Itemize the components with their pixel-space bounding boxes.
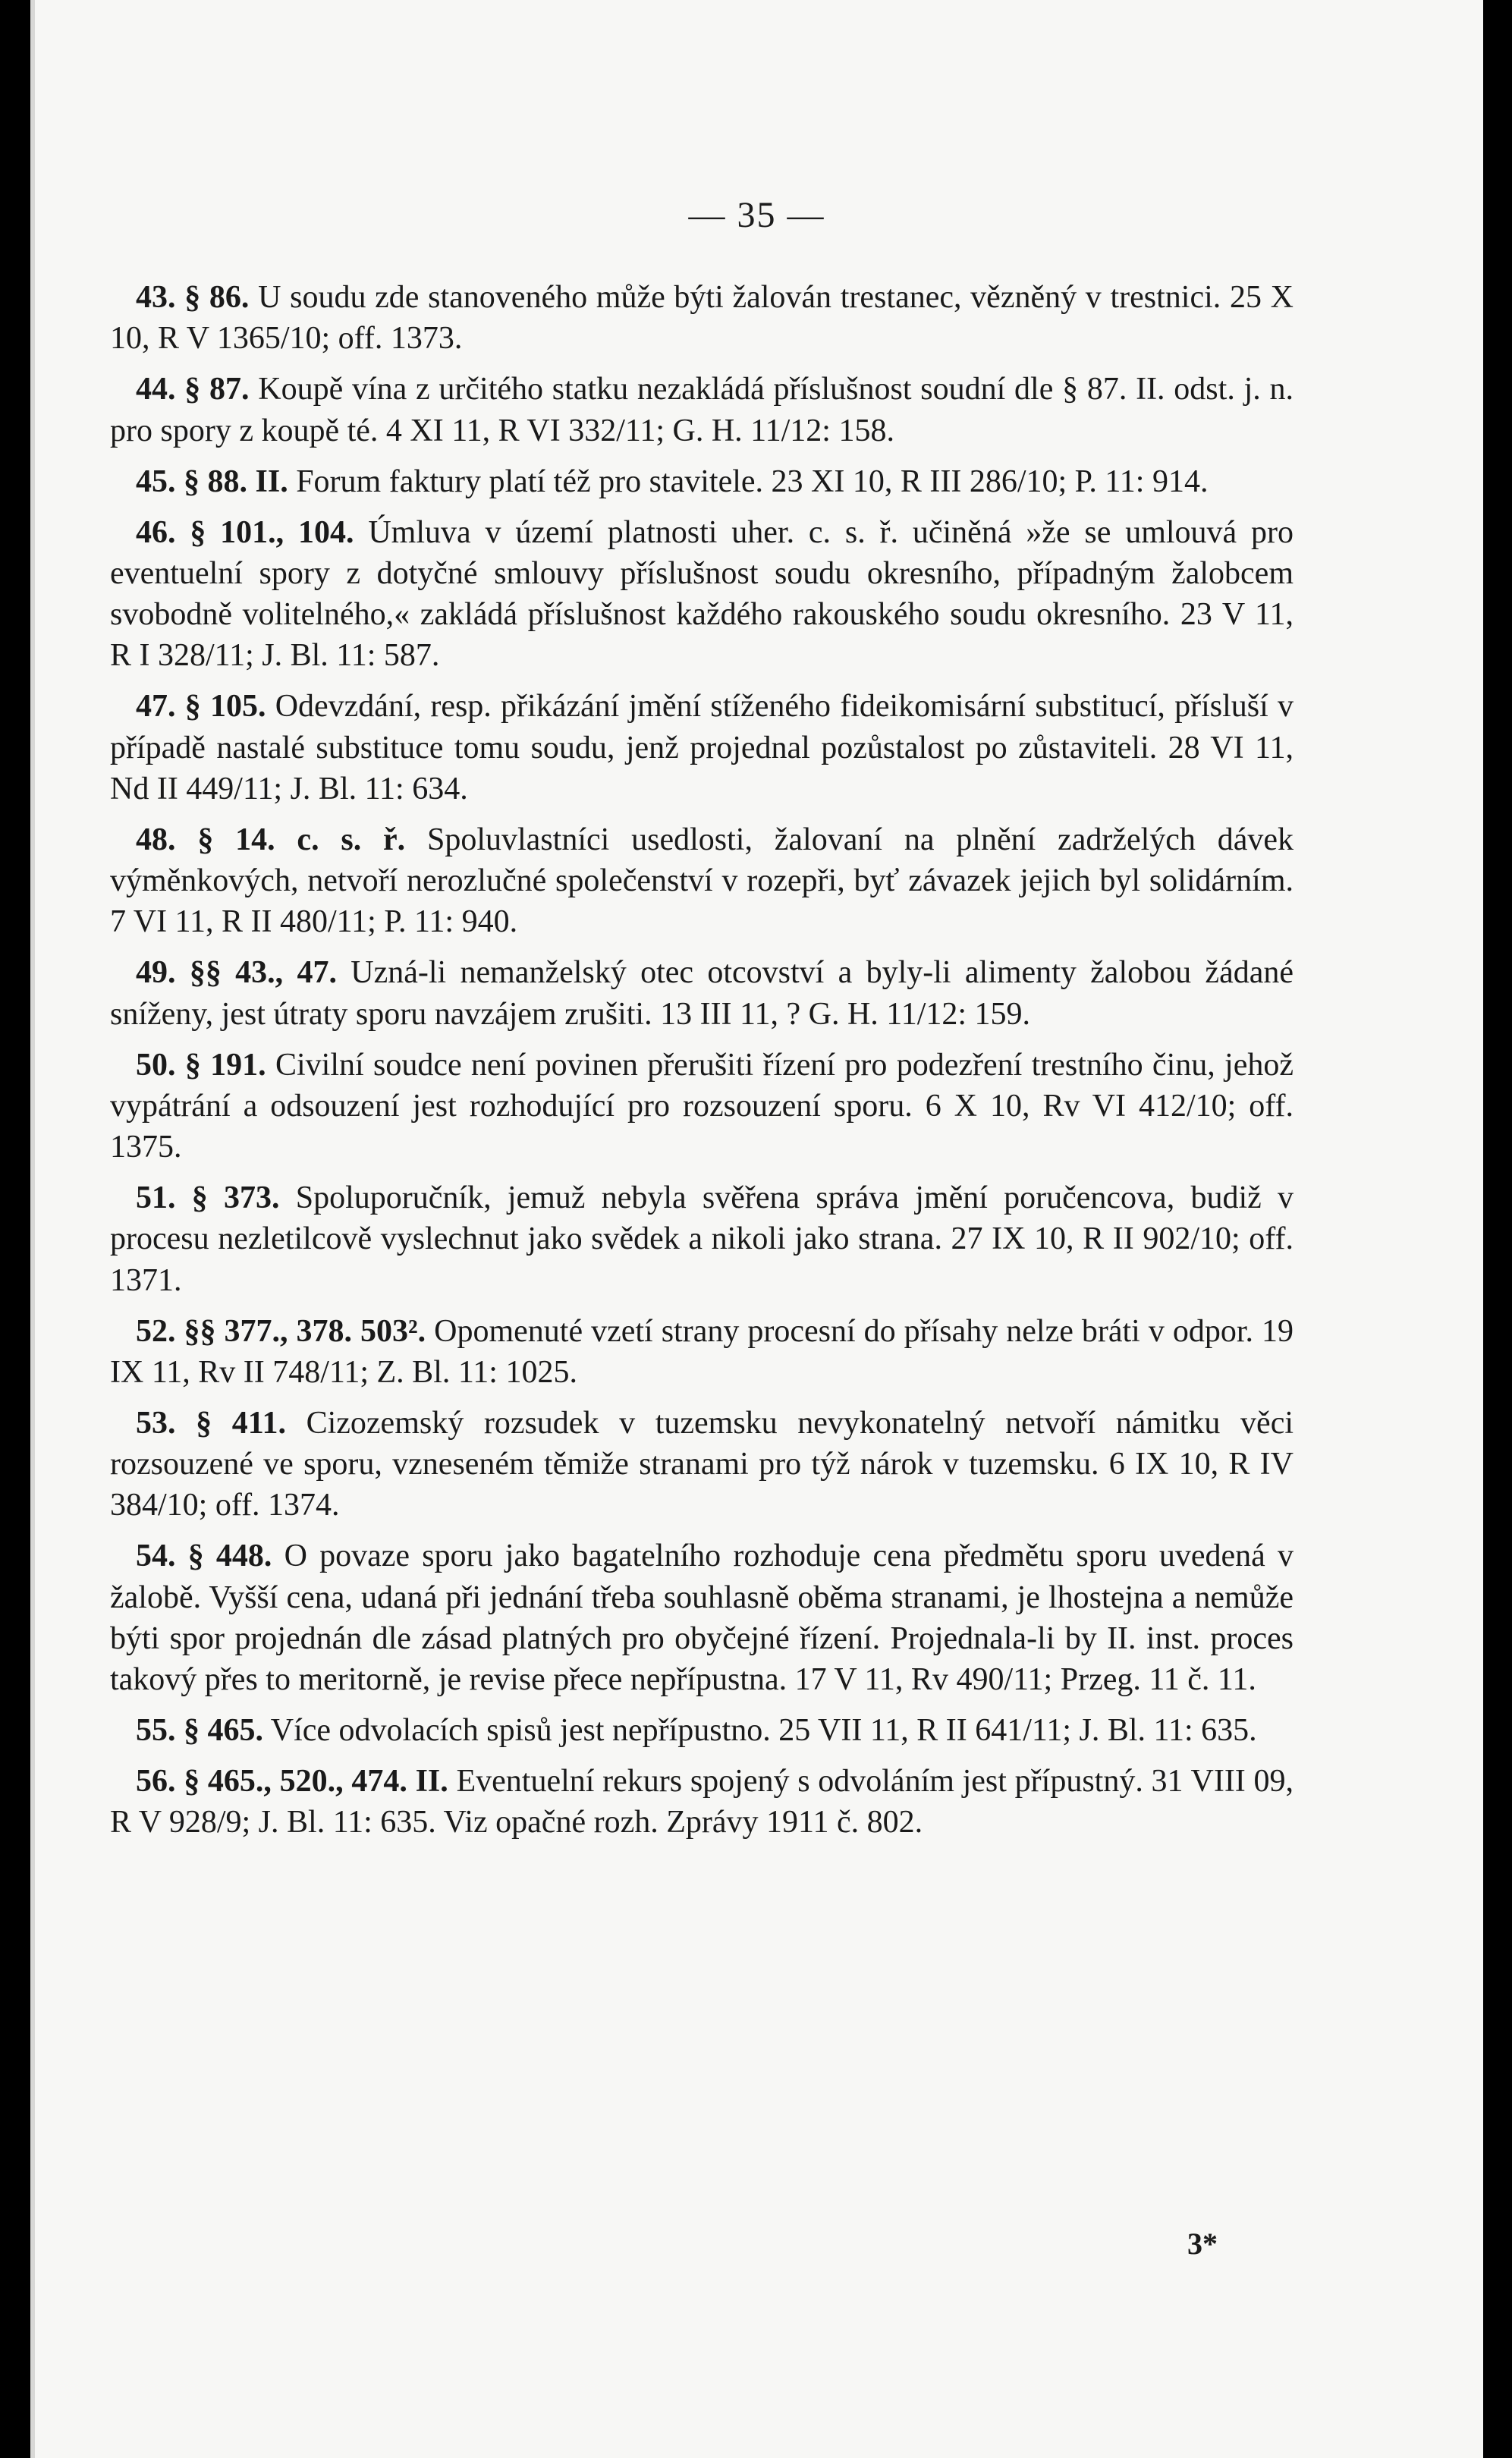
entry-text: Úmluva v území platnosti uher. c. s. ř. učiněná »že se umlouvá pro eventuelní spory z dotyčné smlouvy příslušnost soudu okresního, případným žalobcem svobodně volitelného,« zakládá příslušnost každého rakouského soudu okresního. 23 V 11, R I 328/11; J. Bl. 11: 587. bbox=[110, 514, 1294, 674]
entry-number: 48. bbox=[136, 822, 176, 857]
entry-reference: § 465. bbox=[184, 1713, 263, 1749]
entry-reference: § 87. bbox=[184, 372, 250, 407]
entry-reference: § 86. bbox=[184, 280, 250, 315]
entry-text: U soudu zde stanoveného může býti žalován trestanec, vězněný v trestnici. 25 X 10, R V 1365/10; off. 1373. bbox=[110, 280, 1294, 357]
entry-text: Cizozemský rozsudek v tuzemsku nevykonatelný netvoří námitku věci rozsouzené ve sporu, vzneseném těmiže stranami pro týž nárok v tuzemsku. 6 IX 10, R IV 384/10; off. 1374. bbox=[110, 1405, 1294, 1523]
page-content bbox=[110, 277, 1294, 1853]
page-number: — 35 — bbox=[688, 195, 825, 235]
entry-number: 50. bbox=[136, 1047, 176, 1083]
book-page bbox=[30, 0, 1483, 2458]
entry-text: Koupě vína z určitého statku nezakládá příslušnost soudní dle § 87. II. odst. j. n. pro spory z koupě té. 4 XI 11, R VI 332/11; G. H. 11/12: 158. bbox=[110, 372, 1294, 448]
entry-54 bbox=[110, 1535, 1294, 1700]
entry-reference: § 465., 520., 474. II. bbox=[184, 1764, 448, 1799]
entry-reference: § 105. bbox=[184, 689, 266, 725]
entry-number: 52. bbox=[136, 1313, 176, 1349]
entry-number: 53. bbox=[136, 1405, 176, 1441]
entry-text: Více odvolacích spisů jest nepřípustno. 25 VII 11, R II 641/11; J. Bl. 11: 635. bbox=[263, 1713, 1257, 1749]
entry-reference: § 411. bbox=[196, 1405, 286, 1441]
entry-reference: §§ 377., 378. 503². bbox=[184, 1313, 426, 1349]
entry-text: Eventuelní rekurs spojený s odvoláním jest přípustný. 31 VIII 09, R V 928/9; J. Bl. 11: 635. Viz opačné rozh. Zprávy 1911 č. 802. bbox=[110, 1764, 1294, 1840]
entry-number: 43. bbox=[136, 280, 176, 315]
entry-number: 49. bbox=[136, 955, 176, 991]
entry-text: Spoluvlastníci usedlosti, žalovaní na plnění zadrželých dávek výměnkových, netvoří nerozlučné společenství v rozepři, byť závazek jejich byl solidárním. 7 VI 11, R II 480/11; P. 11: 940. bbox=[110, 822, 1294, 940]
entry-reference: § 448. bbox=[187, 1539, 272, 1574]
entry-text: Odevzdání, resp. přikázání jmění stíženého fideikomisární substitucí, přísluší v případě nastalé substituce tomu soudu, jenž projednal pozůstalost po zůstaviteli. 28 VI 11, Nd II 449/11; J. Bl. 11: 634. bbox=[110, 689, 1294, 806]
entry-text: Spoluporučník, jemuž nebyla svěřena správa jmění poručencova, budiž v procesu nezletilcově vyslechnut jako svědek a nikoli jako strana. 27 IX 10, R II 902/10; off. 1371. bbox=[110, 1180, 1294, 1298]
entry-55 bbox=[110, 1710, 1294, 1751]
entry-44 bbox=[110, 369, 1294, 451]
entry-50 bbox=[110, 1045, 1294, 1168]
entry-number: 56. bbox=[136, 1764, 176, 1799]
entry-text: Opomenuté vzetí strany procesní do přísahy nelze bráti v odpor. 19 IX 11, Rv II 748/11; Z. Bl. 11: 1025. bbox=[110, 1313, 1294, 1390]
entry-number: 46. bbox=[136, 514, 176, 550]
entry-text: O povaze sporu jako bagatelního rozhoduje cena předmětu sporu uvedená v žalobě. Vyšší cena, udaná při jednání třeba souhlasně oběma stranami, je lhostejna a nemůže býti spor projednán dle zásad platných pro obyčejné řízení. Projednala-li by II. inst. proces takový přes to meritorně, je revise přece nepřípustna. 17 V 11, Rv 490/11; Przeg. 11 č. 11. bbox=[110, 1539, 1294, 1698]
entry-47 bbox=[110, 686, 1294, 809]
entry-text: Uzná-li nemanželský otec otcovství a byly-li alimenty žalobou žádané sníženy, jest útraty sporu navzájem zrušiti. 13 III 11, ? G. H. 11/12: 159. bbox=[110, 955, 1294, 1032]
entry-46 bbox=[110, 512, 1294, 677]
entry-number: 47. bbox=[136, 689, 176, 725]
entry-number: 44. bbox=[136, 372, 176, 407]
entry-reference: § 373. bbox=[191, 1180, 280, 1216]
entry-number: 55. bbox=[136, 1713, 176, 1749]
entry-reference: § 14. c. s. ř. bbox=[197, 822, 406, 857]
entry-52 bbox=[110, 1311, 1294, 1393]
entry-number: 54. bbox=[136, 1539, 176, 1574]
entry-49 bbox=[110, 952, 1294, 1034]
entry-reference: § 191. bbox=[184, 1047, 266, 1083]
entry-56 bbox=[110, 1761, 1294, 1843]
entry-reference: §§ 43., 47. bbox=[189, 955, 337, 991]
entry-48 bbox=[110, 819, 1294, 943]
entry-number: 45. bbox=[136, 464, 176, 499]
entry-51 bbox=[110, 1177, 1294, 1301]
entry-reference: § 101., 104. bbox=[190, 514, 354, 550]
entry-53 bbox=[110, 1403, 1294, 1526]
entry-reference: § 88. II. bbox=[184, 464, 288, 499]
entry-text: Civilní soudce není povinen přerušiti řízení pro podezření trestního činu, jehož vypátrání a odsouzení jest rozhodující pro rozsouzení sporu. 6 X 10, Rv VI 412/10; off. 1375. bbox=[110, 1047, 1294, 1165]
entry-text: Forum faktury platí též pro stavitele. 23 XI 10, R III 286/10; P. 11: 914. bbox=[288, 464, 1209, 499]
printer-signature-mark: 3* bbox=[1187, 2227, 1218, 2261]
entry-45 bbox=[110, 461, 1294, 502]
entry-number: 51. bbox=[136, 1180, 176, 1216]
entry-43 bbox=[110, 277, 1294, 359]
